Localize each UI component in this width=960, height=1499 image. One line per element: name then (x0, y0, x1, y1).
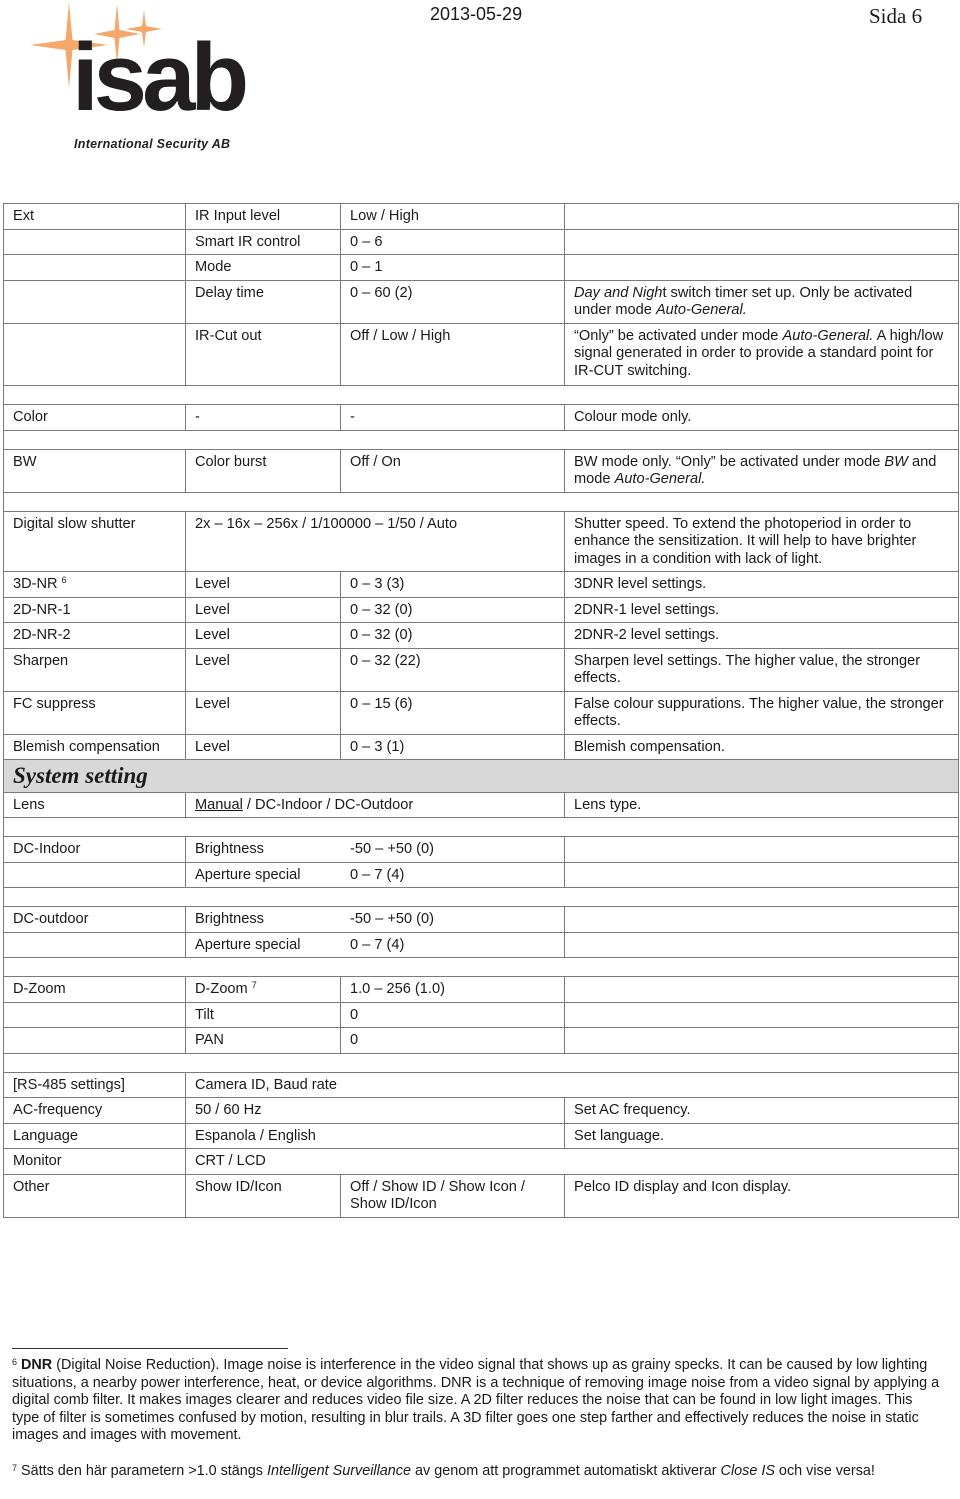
table-row (4, 837, 959, 863)
desc-text: BW mode only. “Only” be activated under mode (574, 453, 885, 470)
desc-cell (565, 229, 959, 255)
desc-cell (565, 449, 959, 492)
spacer-cell (4, 958, 959, 977)
desc-cell (565, 204, 959, 230)
table-row (4, 1123, 959, 1149)
param-cell: - (186, 405, 341, 431)
param-text: Brightness (195, 911, 264, 927)
table-row (4, 1028, 959, 1054)
table-row (4, 648, 959, 691)
param-cell: Mode (186, 255, 341, 281)
group-label (4, 932, 186, 958)
range-text: -50 – +50 (0) (350, 911, 434, 927)
group-label: Ext (4, 204, 186, 230)
group-label: Monitor (4, 1149, 186, 1175)
table-row (4, 623, 959, 649)
range-cell: Off / Show ID / Show Icon / Show ID/Icon (341, 1174, 565, 1217)
spacer-cell (4, 492, 959, 511)
group-label: Lens (4, 792, 186, 818)
table-row (4, 734, 959, 760)
desc-cell: Sharpen level settings. The higher value, the stronger effects. (565, 648, 959, 691)
group-label: Color (4, 405, 186, 431)
param-cell: IR Input level (186, 204, 341, 230)
range-cell: Off / On (341, 449, 565, 492)
table-row (4, 572, 959, 598)
desc-cell: 2DNR-1 level settings. (565, 597, 959, 623)
footnote-text: och vise versa! (774, 1463, 875, 1479)
range-cell: 0 – 1 (341, 255, 565, 281)
document-date: 2013-05-29 (430, 4, 523, 24)
section-row (4, 760, 959, 793)
param-cell: CRT / LCD (186, 1149, 959, 1175)
desc-cell: Colour mode only. (565, 405, 959, 431)
desc-cell: 3DNR level settings. (565, 572, 959, 598)
desc-cell (565, 255, 959, 281)
desc-cell (565, 907, 959, 933)
param-text: Aperture special (195, 866, 301, 883)
desc-cell (565, 280, 959, 323)
footnote-italic: Close IS (720, 1463, 775, 1479)
company-logo (22, 2, 262, 152)
spacer-row (4, 386, 959, 405)
lens-option-selected: Manual (195, 796, 243, 813)
page-number: Sida 6 (869, 4, 923, 28)
table-row (4, 204, 959, 230)
table-row (4, 1072, 959, 1098)
range-cell: 0 – 15 (6) (341, 691, 565, 734)
desc-cell (565, 1028, 959, 1054)
param-cell: Espanola / English (186, 1123, 565, 1149)
table-row (4, 280, 959, 323)
desc-cell (565, 862, 959, 888)
section-cell (4, 760, 959, 793)
label-text: 3D-NR (13, 576, 58, 592)
spacer-cell (4, 430, 959, 449)
range-cell: Low / High (341, 204, 565, 230)
param-cell: Tilt (186, 1002, 341, 1028)
param-cell: Level (186, 572, 341, 598)
table-row (4, 229, 959, 255)
group-label (4, 862, 186, 888)
desc-cell (565, 932, 959, 958)
group-label: FC suppress (4, 691, 186, 734)
logo-wordmark: isab (72, 24, 245, 131)
range-cell: 0 (341, 1028, 565, 1054)
table-row (4, 1149, 959, 1175)
range-cell: 0 – 32 (0) (341, 597, 565, 623)
spacer-cell (4, 818, 959, 837)
desc-text: A high/low signal generated in order to provide a standard point for IR-CUT switching. (574, 327, 944, 379)
desc-italic: Auto-General. (614, 471, 706, 487)
split-cell (195, 867, 555, 885)
desc-italic: Auto-General. (782, 327, 874, 344)
spacer-row (4, 818, 959, 837)
table-row (4, 449, 959, 492)
range-text: 0 – 7 (4) (350, 866, 405, 883)
table-row (4, 862, 959, 888)
range-cell: 1.0 – 256 (1.0) (341, 977, 565, 1003)
lens-options: / DC-Indoor / DC-Outdoor (242, 796, 414, 813)
settings-table (3, 203, 959, 1218)
spacer-cell (4, 1053, 959, 1072)
desc-cell: Pelco ID display and Icon display. (565, 1174, 959, 1217)
param-cell: 50 / 60 Hz (186, 1098, 565, 1124)
param-cell: Level (186, 691, 341, 734)
group-label: Sharpen (4, 648, 186, 691)
group-label: [RS-485 settings] (4, 1072, 186, 1098)
group-label (4, 229, 186, 255)
desc-cell: 2DNR-2 level settings. (565, 623, 959, 649)
range-cell: - (341, 405, 565, 431)
range-cell: 0 – 32 (0) (341, 623, 565, 649)
group-label: Blemish compensation (4, 734, 186, 760)
desc-cell: False colour suppurations. The higher value, the stronger effects. (565, 691, 959, 734)
group-label (4, 323, 186, 386)
range-cell: 2x – 16x – 256x / 1/100000 – 1/50 / Auto (186, 511, 565, 572)
table-row (4, 255, 959, 281)
table-row (4, 323, 959, 386)
split-cell (195, 911, 555, 929)
table-row (4, 792, 959, 818)
range-cell: 0 – 3 (1) (341, 734, 565, 760)
desc-text: “Only” be activated under mode (574, 327, 783, 344)
group-label: AC-frequency (4, 1098, 186, 1124)
range-cell: 0 – 3 (3) (341, 572, 565, 598)
footnote-italic: Intelligent Surveillance (267, 1463, 412, 1479)
desc-cell: Set AC frequency. (565, 1098, 959, 1124)
split-cell (195, 937, 555, 955)
table-row (4, 1098, 959, 1124)
param-cell: Smart IR control (186, 229, 341, 255)
group-label: Language (4, 1123, 186, 1149)
param-cell: Color burst (186, 449, 341, 492)
desc-cell: Shutter speed. To extend the photoperiod in order to enhance the sensitization. It will help to have brighter images in a condition with lack of light. (565, 511, 959, 572)
table-row (4, 597, 959, 623)
group-label: Other (4, 1174, 186, 1217)
range-cell: 0 – 6 (341, 229, 565, 255)
group-label (4, 1002, 186, 1028)
param-cell: Delay time (186, 280, 341, 323)
table-row (4, 977, 959, 1003)
group-label (4, 255, 186, 281)
desc-cell (565, 1002, 959, 1028)
group-label: Digital slow shutter (4, 511, 186, 572)
desc-text: and mode (574, 453, 937, 487)
footnote-text: (Digital Noise Reduction). Image noise is interference in the video signal that shows up as grainy specks. It can be caused by low lighting situations, a nearby power interference, heat, or device algorithms. DNR is a technique of removing image noise from a video signal by applying a digital comb filter. It makes images clearer and reduces video file size. A 2D filter reduces the noise that can be found in low light images. This type of filter is sometimes confused by motion, resulting in blur trails. A 3D filter goes one step farther and effectively reduces the noise in static images and images with movement. (12, 1357, 940, 1444)
param-cell: Level (186, 648, 341, 691)
spacer-cell (4, 888, 959, 907)
group-label: D-Zoom (4, 977, 186, 1003)
desc-cell (565, 977, 959, 1003)
desc-cell: Set language. (565, 1123, 959, 1149)
spacer-row (4, 430, 959, 449)
param-cell (186, 977, 341, 1003)
footnote-text: Sätts den här parametern >1.0 stängs (21, 1463, 268, 1479)
group-label (4, 1028, 186, 1054)
table-row (4, 1174, 959, 1217)
table-row (4, 907, 959, 933)
footnote-term: DNR (21, 1357, 53, 1373)
param-cell: Level (186, 734, 341, 760)
desc-italic: Auto-General. (655, 302, 747, 318)
footnote-divider (12, 1348, 288, 1349)
desc-cell: Blemish compensation. (565, 734, 959, 760)
group-label: 2D-NR-2 (4, 623, 186, 649)
range-cell: 0 – 60 (2) (341, 280, 565, 323)
range-cell: 0 (341, 1002, 565, 1028)
group-label: 2D-NR-1 (4, 597, 186, 623)
section-title: System setting (13, 763, 148, 788)
range-cell: 0 – 32 (22) (341, 648, 565, 691)
table-row (4, 511, 959, 572)
group-label: DC-Indoor (4, 837, 186, 863)
table-row (4, 405, 959, 431)
group-label: BW (4, 449, 186, 492)
group-label (4, 280, 186, 323)
footnote-text: av genom att programmet automatiskt aktiverar (411, 1463, 721, 1479)
range-cell (186, 907, 565, 933)
param-cell: Level (186, 623, 341, 649)
range-cell (186, 837, 565, 863)
param-text: Brightness (195, 841, 264, 857)
footnote-number: 6 (12, 1357, 18, 1367)
group-label (4, 572, 186, 598)
param-cell: Show ID/Icon (186, 1174, 341, 1217)
spacer-row (4, 1053, 959, 1072)
param-text: D-Zoom (195, 981, 248, 997)
param-cell: PAN (186, 1028, 341, 1054)
param-cell: Level (186, 597, 341, 623)
footnote-ref: 6 (61, 575, 67, 585)
range-cell (186, 792, 565, 818)
desc-italic: Day and Nigh (574, 284, 663, 301)
footnote-6 (12, 1357, 942, 1445)
group-label: DC-outdoor (4, 907, 186, 933)
spacer-row (4, 492, 959, 511)
range-text: 0 – 7 (4) (350, 936, 405, 953)
footnote-ref: 7 (251, 980, 257, 990)
param-cell: Camera ID, Baud rate (186, 1072, 959, 1098)
range-text: -50 – +50 (0) (350, 841, 434, 857)
range-cell (186, 932, 565, 958)
spacer-row (4, 958, 959, 977)
desc-cell: Lens type. (565, 792, 959, 818)
param-text: Aperture special (195, 936, 301, 953)
table-row (4, 691, 959, 734)
desc-cell (565, 837, 959, 863)
table-row (4, 932, 959, 958)
table-row (4, 1002, 959, 1028)
desc-italic: BW (884, 453, 908, 470)
footnote-number: 7 (12, 1463, 18, 1473)
spacer-row (4, 888, 959, 907)
footnote-7 (12, 1463, 942, 1481)
range-cell (186, 862, 565, 888)
spacer-cell (4, 386, 959, 405)
param-cell: IR-Cut out (186, 323, 341, 386)
range-cell: Off / Low / High (341, 323, 565, 386)
logo-subtitle: International Security AB (74, 137, 231, 151)
split-cell (195, 841, 555, 859)
desc-text: t switch timer set up. Only be activated under mode (574, 284, 913, 318)
desc-cell (565, 323, 959, 386)
